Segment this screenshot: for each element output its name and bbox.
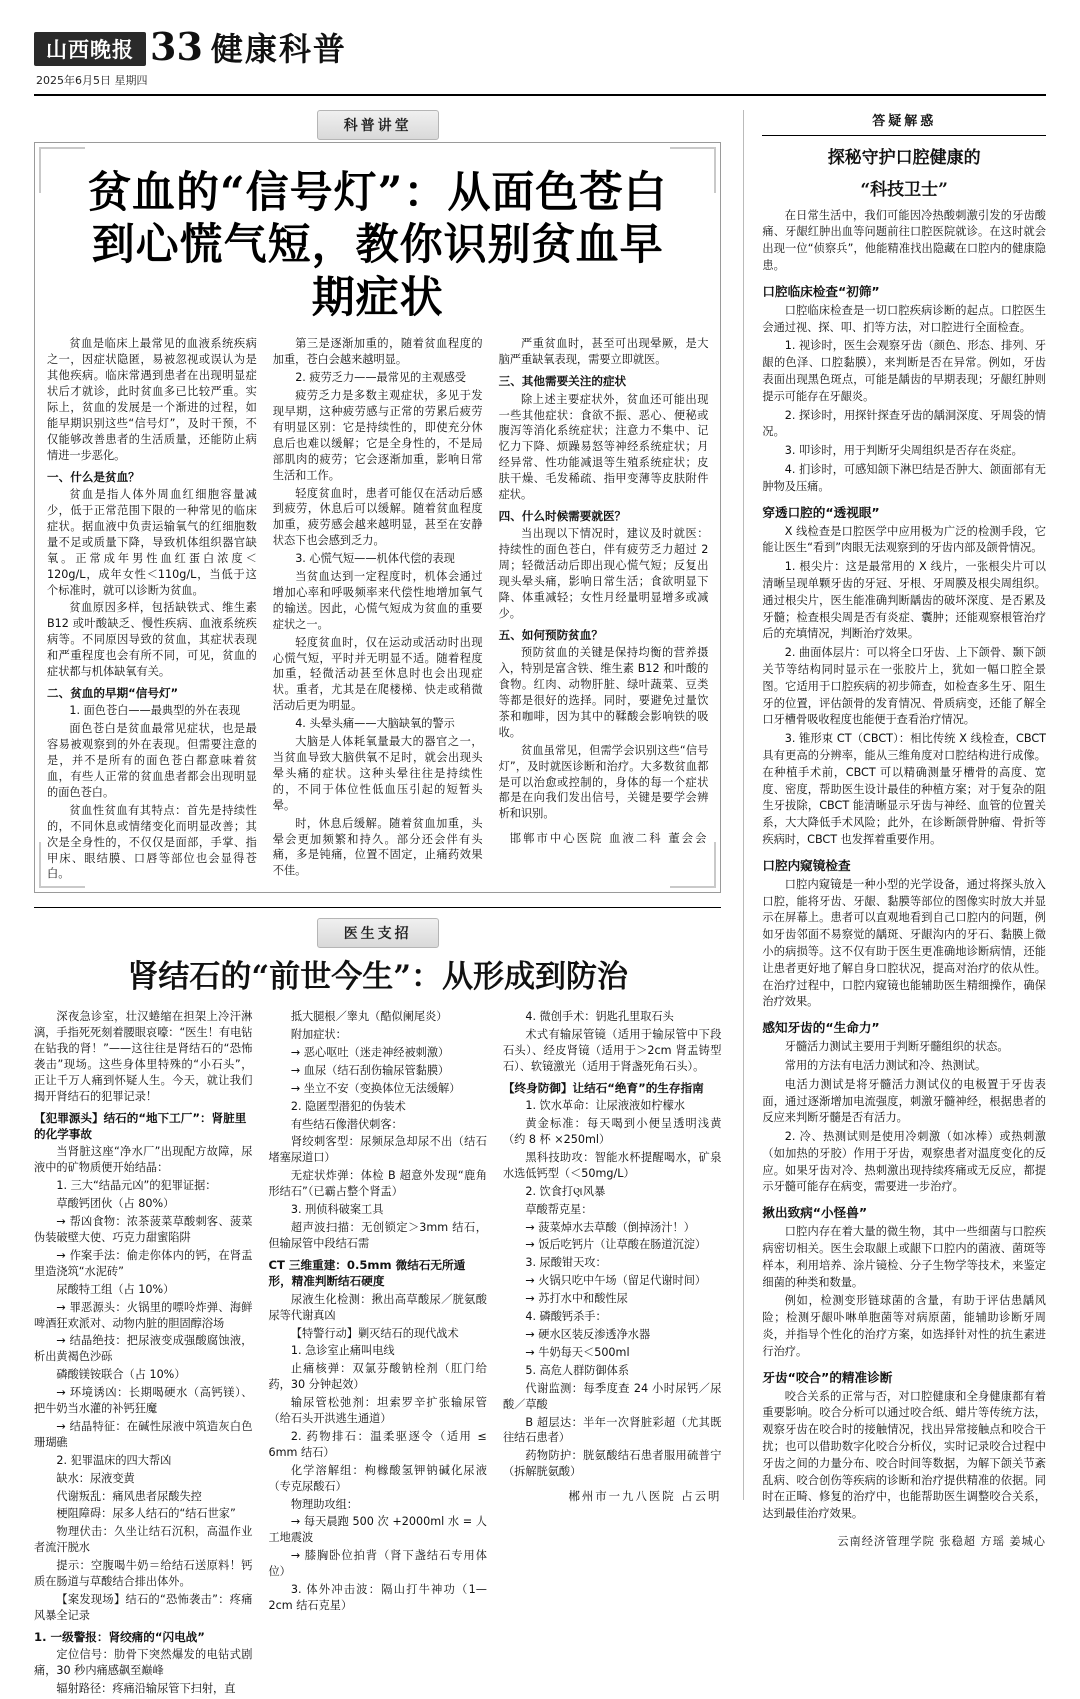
paragraph: 1. 饮水革命：让尿液液如柠檬水: [525, 1099, 685, 1113]
subheading: 二、贫血的早期“信号灯”: [47, 685, 179, 700]
paragraph: 有些结石像潜伏刺客：: [290, 1117, 403, 1131]
paragraph: 定位信号：肋骨下突然爆发的电钻式剧痛，30 秒内痛感飙至巅峰: [34, 1648, 253, 1678]
paragraph: → 膝胸卧位拍背（肾下盏结石专用体位）: [268, 1549, 487, 1579]
paragraph: 超声波扫描：无创锁定＞3mm 结石，但输尿管中段结石需: [268, 1220, 487, 1250]
paragraph: 大脑是人体耗氧量最大的器官之一，当贫血导致大脑供氧不足时，就会出现头晕头痛的症状。这种头晕往往是持续性的，不同于体位性低血压引起的短暂头晕。: [272, 735, 483, 812]
paragraph: 轻度贫血时，仅在运动或活动时出现心慌气短，平时并无明显不适。随着程度加重，轻微活动甚至休息时也会出现症状。重者，尤其是在爬楼梯、快走或稍微活动后更为明显。: [272, 635, 483, 713]
paragraph: 抵大腿根／睾丸（酷似阑尾炎）: [290, 1010, 448, 1024]
paragraph: 2. 饮食打ણ风暴: [525, 1184, 606, 1198]
paragraph: X 线检查是口腔医学中应用极为广泛的检测手段，它能让医生“看到”肉眼无法观察到的牙齿内部及颌骨情况。: [762, 524, 1046, 555]
masthead: [34, 24, 1046, 96]
article2-col1: [34, 1009, 252, 1699]
paragraph: 预防贫血的关键是保持均衡的营养摄入，特别是富含铁、维生素 B12 和叶酸的食物。红肉、动物肝脏、绿叶蔬菜、豆类等都是很好的选择。同时，要避免过量饮茶和咖啡，因为其中的鞣酸会影响铁的吸收。: [498, 646, 709, 739]
paragraph: → 罪恶源头：火锅里的嘌呤炸弹、海鲜啤酒狂欢派对、动物内脏的胆固醇浴场: [34, 1300, 253, 1330]
paragraph: 3. 刑侦科破案工具: [290, 1203, 384, 1217]
paragraph: 代谢监测：每季度查 24 小时尿钙／尿酸／草酸: [502, 1381, 722, 1411]
paragraph: 附加症状：: [290, 1028, 347, 1042]
paragraph: 草酸帮克星：: [525, 1202, 593, 1216]
paragraph: 4. 微创手术：钥匙孔里取石头: [525, 1010, 674, 1024]
newspaper-logo: 山西晚报: [34, 32, 146, 66]
paragraph: 1. 急诊室止痛叫电线: [290, 1344, 395, 1358]
corner-ornament-tr: [670, 147, 716, 193]
subheading: 牙齿“咬合”的精准诊断: [762, 1369, 893, 1385]
paragraph: 轻度贫血时，患者可能仅在活动后感到疲劳，休息后可以缓解。随着贫血程度加重，疲劳感会越来越明显，甚至在安静状态下也会感到乏力。: [272, 486, 483, 548]
article1-banner: [34, 110, 721, 140]
paragraph: 黄金标准：每天喝到小便呈透明浅黄（约 8 杯 ×250ml）: [502, 1117, 722, 1146]
paragraph: → 菠菜焯水去草酸（倒掉汤汁！）: [525, 1220, 695, 1234]
article3-signature: 云南经济管理学院 张稳超 方瑶 姜城心: [837, 1535, 1046, 1549]
subheading: 一、什么是贫血？: [47, 469, 140, 484]
paragraph: 第三是逐渐加重的，随着贫血程度的加重，苍白会越来越明显。: [272, 337, 483, 367]
paragraph: 2. 冷、热测试则是使用冷刺激（如冰棒）或热刺激（如加热的牙胶）作用于牙齿，观察患者对温度变化的反应。如果牙齿对冷、热刺激出现持续疼痛或无反应，都提示牙髓可能存在病变，需要进一步治疗。: [762, 1130, 1046, 1194]
subheading: 揪出致病“小怪兽”: [762, 1205, 868, 1221]
paragraph: 物理助攻组：: [290, 1497, 358, 1511]
subheading: 口腔临床检查“初筛”: [762, 283, 880, 299]
paragraph: 疲劳乏力是多数主观症状，多见于发现早期，这种疲劳感与正常的劳累后疲劳有明显区别：它是持续性的，即使充分休息后也难以缓解；它是全身性的，不是局部肌肉的疲劳；它会逐渐加重，影响日常生活和工作。: [272, 389, 483, 482]
paragraph: 尿液生化检测：揪出高草酸尿／胱氨酸尿等代谢真凶: [268, 1292, 487, 1322]
paragraph: 例如，检测变形链球菌的含量，有助于评估患龋风险；检测牙龈卟啉单胞菌等对病原菌，能辅助诊断牙周炎，并指导个性化的治疗方案，如选择针对性的抗生素进行治疗。: [762, 1294, 1046, 1358]
paragraph: 口腔内存在着大量的微生物，其中一些细菌与口腔疾病密切相关。医生会取龈上或龈下口腔内的菌液、菌斑等样本，利用培养、涂片镜检、分子生物学等技术，来鉴定细菌的种类和数量。: [762, 1225, 1046, 1289]
paragraph: 当贫血达到一定程度时，机体会通过增加心率和呼吸频率来代偿性地增加氧气的输送。因此，心慌气短成为贫血的重要症状之一。: [272, 570, 483, 631]
paragraph: → 结晶特征：在碱性尿液中筑造灰白色珊瑚礁: [34, 1419, 253, 1449]
article-anemia: [34, 110, 721, 893]
paragraph: 肾绞刺客型：尿频尿急却尿不出（结石堵塞尿道口）: [268, 1135, 487, 1165]
paragraph: 草酸钙团伙（占 80%）: [56, 1197, 175, 1211]
paragraph: 贫血是指人体外周血红细胞容量减少，低于正常范围下限的一种常见的临床症状。据血液中负责运输氧气的红细胞数量不足或质量下降，导致机体组织器官缺氧。正常成年男性血红蛋白浓度＜120g/L，成年女性＜110g/L，当低于这个标准时，就可以诊断为贫血。: [47, 488, 257, 597]
paragraph: 1. 三大“结晶元凶”的犯罪证据：: [56, 1179, 217, 1193]
paragraph: → 环境诱凶：长期喝硬水（高钙镁）、把牛奶当水灌的补钙狂魔: [34, 1386, 253, 1416]
article2-banner: [34, 918, 721, 948]
paragraph: 提示：空腹喝牛奶＝给结石送原料！钙质在肠道与草酸结合排出体外。: [34, 1559, 253, 1589]
paragraph: → 苏打水中和酸性尿: [525, 1292, 628, 1306]
paragraph: 物理伏击：久坐让结石沉积，高温作业者流汗脱水: [34, 1525, 253, 1555]
paragraph: 贫血是临床上最常见的血液系统疾病之一，因症状隐匿，易被忽视或误认为是其他疾病。临床常遇到患者在出现明显症状后才就诊，此时贫血多已比较严重。实际上，贫血的发展是一个渐进的过程，如能早期识别这些“信号灯”，及时干预，不仅能够改善患者的生活质量，还能防止病情进一步恶化。: [47, 337, 257, 462]
paragraph: 化学溶解组：枸橼酸氢钾钠碱化尿液（专克尿酸石）: [268, 1463, 487, 1493]
paragraph: 4. 头晕头痛——大脑缺氧的警示: [295, 717, 455, 731]
paragraph: 咬合关系的正常与否，对口腔健康和全身健康都有着重要影响。咬合分析可以通过咬合纸、蜡片等传统方法，观察牙齿在咬合时的接触情况，找出异常接触点和咬合干扰；也可以借助数字化咬合分析仪，实时记录咬合过程中牙齿之间的力量分布、咬合时间等数据，为解下颌关节紊乱病、咬合创伤等疾病的诊断和治疗提供精准的依据。同时在正畸、修复的治疗中，也能帮助医生调整咬合关系，达到最佳治疗效果。: [762, 1389, 1046, 1521]
paragraph: 3. 体外冲击波：隔山打牛神功（1—2cm 结石克星）: [268, 1583, 487, 1613]
paragraph: → 硬水区装反渗透净水器: [525, 1327, 651, 1341]
paragraph: 贫血性贫血有其特点：首先是持续性的，不同休息或情绪变化而明显改善；其次是全身性的，不仅仅是面部，手掌、指甲床、眼结膜、口唇等部位也会显得苍白。: [47, 803, 257, 881]
article1-banner-label: 科普讲堂: [317, 110, 439, 140]
corner-ornament-bl: [39, 842, 85, 888]
paragraph: → 帮凶食物：浓茶菠菜草酸刺客、菠菜伪装破壁大使、巧克力甜蜜陷阱: [34, 1215, 253, 1244]
paragraph: 2. 隐匿型潜犯的伪装术: [290, 1099, 406, 1113]
paragraph: 贫血原因多样，包括缺铁式、维生素B12 或叶酸缺乏、慢性疾病、血液系统疾病等。不同原因导致的贫血，其症状表现和严重程度也会有所不同，可见，贫血的症状都与机体缺氧有关。: [47, 601, 257, 679]
paragraph: 时，休息后缓解。随着贫血加重，头晕会更加频繁和持久。部分还会伴有头痛，多是钝痛，位置不固定，止痛药效果不佳。: [272, 816, 483, 878]
paragraph: 尿酸特工组（占 10%）: [56, 1282, 175, 1296]
paragraph: 牙髓活力测试主要用于判断牙髓组织的状态。: [784, 1040, 1009, 1054]
paragraph: → 饭后吃钙片（让草酸在肠道沉淀）: [525, 1238, 707, 1252]
paragraph: 缺水：尿液变黄: [56, 1471, 135, 1485]
subheading: 感知牙齿的“生命力”: [762, 1020, 880, 1036]
issue-date: 2025年6月5日 星期四: [36, 74, 148, 87]
paragraph: 【案发现场】结石的“恐怖袭击”：疼痛风暴全记录: [34, 1593, 253, 1622]
article3-subtitle: “科技卫士”: [860, 179, 948, 200]
subheading: 口腔内窥镜检查: [762, 857, 851, 873]
paragraph: 口腔内窥镜是一种小型的光学设备，通过将探头放入口腔，能将牙齿、牙龈、黏膜等部位的图像实时放大并显示在屏幕上。患者可以直观地看到自己口腔内的问题，例如牙齿邻面不易察觉的龋斑、牙龈沟内的牙石、黏膜上微小的病损等。这不仅有助于医生更准确地诊断病情，还能让患者更好地了解自身口腔状况，提高对治疗的依从性。在治疗过程中，口腔内窥镜也能辅助医生精细操作，确保治疗效果。: [762, 877, 1046, 1009]
paragraph: 2. 药物排石：温柔驱逐令（适用 ≤ 6mm 结石）: [268, 1429, 487, 1459]
paragraph: 2. 犯罪温床的四大帮凶: [56, 1453, 172, 1467]
paragraph: 1. 根尖片：这是最常用的 X 线片，一张根尖片可以清晰呈现单颗牙齿的牙冠、牙根、牙周膜及根尖周组织。通过根尖片，医生能准确判断龋齿的破坏深度、是否累及牙髓；检查根尖周是否有炎症、囊肿；还能观察根管治疗后的充填情况，判断治疗效果。: [762, 560, 1046, 641]
paragraph: 当肾脏这座“净水厂”出现配方故障，尿液中的矿物质便开始结晶：: [34, 1145, 253, 1175]
paragraph: 1. 面色苍白——最典型的外在表现: [69, 704, 241, 718]
paragraph: 2. 疲劳乏力——最常见的主观感受: [295, 371, 467, 385]
article1-col2: [273, 336, 483, 884]
paragraph: → 恶心呕吐（迷走神经被刺激）: [290, 1045, 450, 1059]
paragraph: 当出现以下情况时，建议及时就医：持续性的面色苍白，伴有疲劳乏力超过 2 周；轻微活动后即出现心慌气短；反复出现头晕头痛，影响日常生活；食欲明显下降、体重减轻；女性月经量明显增多或减少。: [498, 527, 709, 620]
paragraph: 除上述主要症状外，贫血还可能出现一些其他症状：食欲不振、恶心、便秘或腹泻等消化系统症状；注意力不集中、记忆力下降、烦躁易怒等神经系统症状；月经异常、性功能减退等生殖系统症状；皮肤干燥、毛发稀疏、指甲变薄等皮肤附件症状。: [498, 392, 709, 502]
paragraph: 面色苍白是贫血最常见症状，也是最容易被观察到的外在表现。但需要注意的是，并不是所有的面色苍白都意味着贫血，有些人正常的贫血患者都会出现明显的面色苍白。: [47, 722, 257, 799]
subheading: 【犯罪源头】结石的“地下工厂”：肾脏里的化学事故: [34, 1110, 247, 1141]
paragraph: 在日常生活中，我们可能因冷热酸刺激引发的牙齿酸痛、牙龈红肿出血等问题前往口腔医院就诊。在这时就会出现一位“侦察兵”，他能精准找出隐藏在口腔内的健康隐患。: [762, 208, 1046, 273]
article3-banner-label: 答疑解惑: [762, 110, 1046, 136]
page-number: 33: [150, 24, 203, 69]
article2-col3: [503, 1009, 721, 1699]
subheading: 穿透口腔的“透视眼”: [762, 504, 880, 520]
paragraph: 贫血虽常见，但需学会识别这些“信号灯”，及时就医诊断和治疗。大多数贫血都是可以治愈或控制的，身体的每一个症状都是在向我们发出信号，关键是要学会辨析和识别。: [498, 743, 709, 821]
paragraph: 梗阻障碍：尿多人结石的“结石世家”: [56, 1507, 236, 1521]
page-body: [34, 110, 1046, 1696]
paragraph: 【特警行动】剿灭结石的现代战术: [290, 1326, 459, 1340]
paragraph: 辐射路径：疼痛沿输尿管下扫射，直: [56, 1682, 236, 1696]
subheading: CT 三维重建：0.5mm 微结石无所遁形，精准判断结石硬度: [268, 1257, 466, 1289]
paragraph: → 血尿（结石刮伤输尿管黏膜）: [290, 1063, 450, 1077]
paragraph: → 作案手法：偷走你体内的钙，在肾盂里造浇筑“水泥砖”: [34, 1248, 253, 1278]
subheading: 1. 一级警报：肾绞痛的“闪电战”: [34, 1629, 205, 1644]
paragraph: 5. 高危人群防御体系: [525, 1363, 630, 1377]
sidebar-column: [743, 110, 1046, 1549]
subheading: 三、其他需要关注的症状: [498, 374, 627, 389]
paragraph: → 火锅只吃中午场（留足代谢时间）: [525, 1274, 707, 1288]
article1-col3: [499, 336, 709, 884]
article1-col1: [47, 336, 257, 884]
article1-box: [34, 142, 721, 893]
subheading: 【终身防御】让结石“绝育”的生存指南: [502, 1080, 704, 1095]
paragraph: 输尿管松弛剂：坦索罗辛扩张输尿管（给石头开洪逃生通道）: [268, 1396, 487, 1426]
paragraph: 药物防护：胱氨酸结石患者服用硫普宁（拆解胱氨酸）: [502, 1449, 722, 1479]
paragraph: → 牛奶每天＜500ml: [525, 1345, 630, 1359]
paragraph: 黑科技助攻：智能水杯提醒喝水，矿泉水选低钙型（＜50mg/L）: [502, 1150, 722, 1180]
paragraph: 止痛核弹：双氯芬酸钠栓剂（肛门给药，30 分钟起效）: [268, 1362, 487, 1392]
paragraph: → 坐立不安（变换体位无法缓解）: [290, 1081, 461, 1095]
section-title: 健康科普: [210, 30, 347, 68]
paragraph: 4. 磷酸钙杀手：: [525, 1310, 607, 1324]
article2-signature: 郴州市一九八医院 占云明: [568, 1489, 722, 1504]
subheading: 五、如何预防贫血？: [498, 627, 603, 642]
paragraph: → 结晶绝技：把尿液变成强酸腐蚀液，析出黄褐色沙砾: [34, 1334, 253, 1364]
article1-signature: 邯郸市中心医院 血液二科 董会会: [509, 831, 709, 846]
paragraph: 电活力测试是将牙髓活力测试仪的电极置于牙齿表面，通过逐渐增加电流强度，刺激牙髓神经，根据患者的反应来判断牙髓是否有活力。: [762, 1077, 1046, 1125]
paragraph: 常用的方法有电活力测试和冷、热测试。: [784, 1058, 987, 1072]
article3-title: 探秘守护口腔健康的: [827, 148, 981, 168]
paragraph: 3. 心慌气短——机体代偿的表现: [295, 552, 455, 566]
paragraph: 3. 尿酸钳天攻：: [525, 1256, 607, 1270]
paragraph: 代谢叛乱：痛风患者尿酸失控: [56, 1489, 202, 1503]
paragraph: 3. 叩诊时，用于判断牙尖周组织是否存在炎症。: [784, 444, 1023, 458]
paragraph: 严重贫血时，甚至可出现晕厥，是大脑严重缺氧表现，需要立即就医。: [498, 337, 709, 367]
subheading: 四、什么时候需要就医？: [498, 508, 627, 523]
article2-banner-label: 医生支招: [317, 918, 439, 948]
paragraph: 2. 探诊时，用探针探查牙齿的龋洞深度、牙周袋的情况。: [762, 408, 1046, 439]
paragraph: 术式有输尿管镜（适用于输尿管中下段石头）、经皮肾镜（适用于＞2cm 肾盂铸型石）、软镜激光（适用于肾盏死角石头）。: [502, 1028, 722, 1073]
paragraph: → 每天晨跑 500 次 +2000ml 水 = 人工地震波: [268, 1515, 487, 1545]
paragraph: 口腔临床检查是一切口腔疾病诊断的起点。口腔医生会通过视、探、叩、扪等方法，对口腔进行全面检查。: [762, 303, 1046, 334]
article2-headline: 肾结石的“前世今生”：从形成到防治: [127, 959, 629, 996]
article2-col2: [268, 1009, 486, 1699]
paragraph: 无症状炸弹：体检 B 超意外发现“鹿角形结石”（已霸占整个肾盂）: [268, 1169, 487, 1199]
paragraph: 1. 视诊时，医生会观察牙齿（颜色、形态、排列、牙龈的色泽、口腔黏膜），来判断是否在异常。例如，牙齿表面出现黑色斑点，可能是龋齿的早期表现；牙龈红肿则提示可能存在牙龈炎。: [762, 339, 1046, 403]
paragraph: 磷酸镁铵联合（占 10%）: [56, 1368, 186, 1382]
article1-headline: 贫血的“信号灯”：从面色苍白到心慌气短，教你识别贫血早期症状: [87, 168, 668, 323]
paragraph: 2. 曲面体层片：可以将全口牙齿、上下颌骨、颞下颌关节等结构同时显示在一张胶片上，犹如一幅口腔全景图。它适用于口腔疾病的初步筛查，如检查多生牙、阻生牙的位置，评估颌骨的发育情况、骨质病变，还能了解全口牙槽骨吸收程度也能便于查看治疗情况。: [762, 646, 1046, 727]
article-kidney-stone: [34, 907, 721, 1699]
paragraph: B 超层达：半年一次肾脏彩超（尤其既往结石患者）: [502, 1415, 722, 1445]
paragraph: 深夜急诊室，壮汉蜷缩在担架上冷汗淋漓，手指死死刻着腰眼哀嚎：“医生！有电钻在钻我的肾！”——这往往是肾结石的“恐怖袭击”现场。这些身体里特殊的“小石头”，正让千万人痛到怀疑人生。今天，就让我们揭开肾结石的犯罪记录！: [34, 1010, 253, 1103]
paragraph: 3. 锥形束 CT（CBCT）：相比传统 X 线检查，CBCT 具有更高的分辨率，能从三维角度对口腔结构进行成像。在种植手术前，CBCT 可以精确测量牙槽骨的高度、宽度、密度，帮助医生设计最佳的种植方案；对于复杂的阻生牙拔除，CBCT 能清晰显示牙齿与神经、血管的位置关系，大大降低手术风险；此外，在诊断颌骨肿瘤、骨折等疾病时，CBCT 也发挥着重要作用。: [762, 732, 1046, 846]
paragraph: 4. 扪诊时，可感知颌下淋巴结是否肿大、颌面部有无肿物及压痛。: [762, 463, 1046, 493]
main-column: [34, 110, 722, 1696]
